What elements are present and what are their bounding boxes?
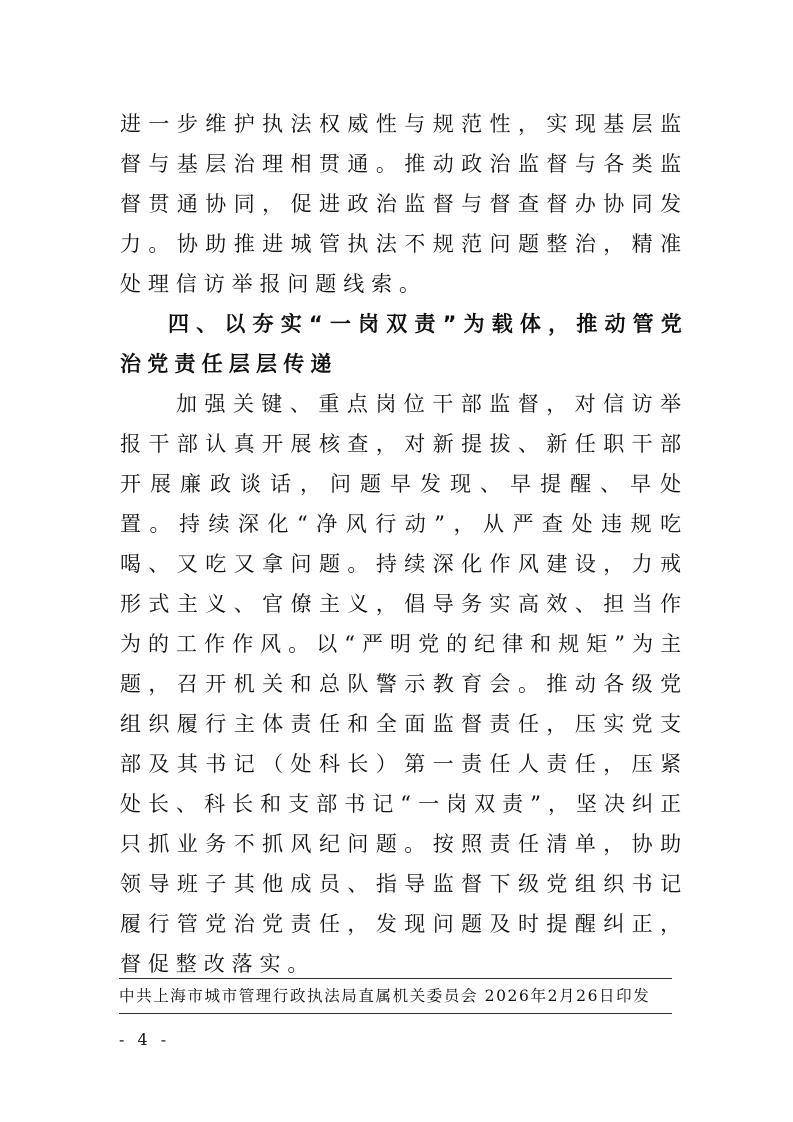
footer-bottom-rule: [119, 1013, 672, 1014]
paragraph-section-4-body: 加强关键、重点岗位干部监督，对信访举报干部认真开展核查，对新提拔、新任职干部开展廉政谈话，问题早发现、早提醒、早处置。持续深化“净风行动”，从严查处违规吃喝、又吃又拿问题。持续深化作风建设，力戒形式主义、官僚主义，倡导务实高效、担当作为的工作作风。以“严明党的纪律和规矩”为主题，召开机关和总队警示教育会。推动各级党组织履行主体责任和全面监督责任，压实党支部及其书记（处科长）第一责任人责任，压紧处长、科长和支部书记“一岗双责”，坚决纠正只抓业务不抓风纪问题。按照责任清单，协助领导班子其他成员、指导监督下级党组织书记履行管党治党责任，发现问题及时提醒纠正，督促整改落实。: [120, 392, 688, 976]
document-body: [120, 104, 688, 984]
page-number: - 4 -: [119, 1030, 171, 1049]
issuer-line: 中共上海市城市管理行政执法局直属机关委员会 2026年2月26日印发: [119, 987, 651, 1005]
paragraph-continuation: 进一步维护执法权威性与规范性，实现基层监督与基层治理相贯通。推动政治监督与各类监督贯通协同，促进政治监督与督查督办协同发力。协助推进城管执法不规范问题整治，精准处理信访举报问题线索。: [120, 112, 688, 296]
issuer-footer: [119, 978, 672, 1014]
section-heading-4: 四、以夯实“一岗双责”为载体，推动管党治党责任层层传递: [120, 312, 688, 376]
